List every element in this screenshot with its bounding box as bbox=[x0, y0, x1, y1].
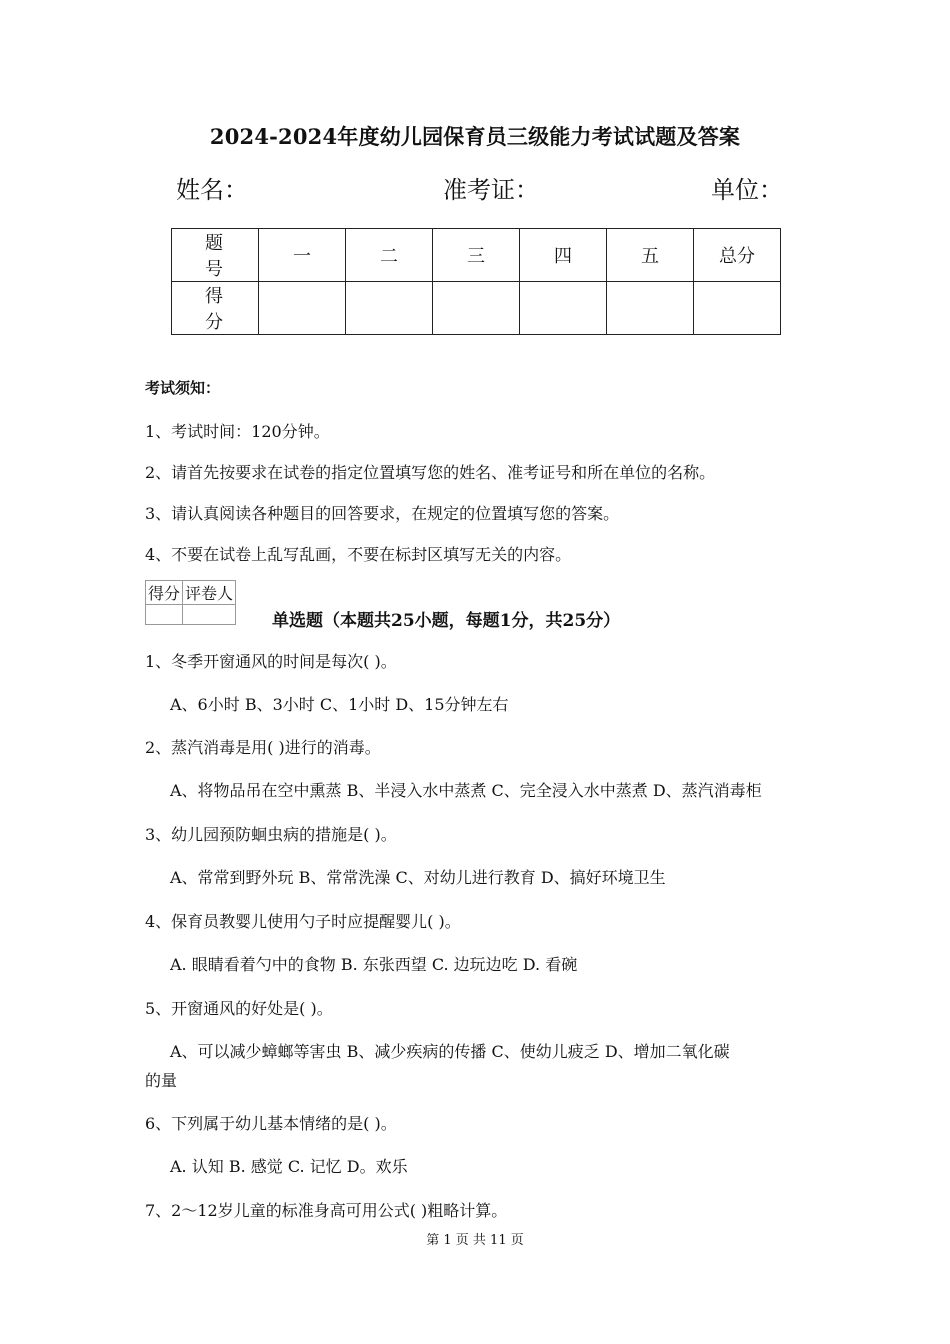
page-title: 2024-2024年度幼儿园保育员三级能力考试试题及答案 bbox=[209, 124, 741, 149]
notice-item: 1、考试时间：120分钟。 bbox=[145, 422, 330, 441]
score-table-header-cell: 二 bbox=[346, 229, 433, 282]
score-cell[interactable] bbox=[433, 282, 520, 335]
question-stem: 2、蒸汽消毒是用( )进行的消毒。 bbox=[145, 738, 381, 757]
section-title: 单选题（本题共25小题，每题1分，共25分） bbox=[272, 611, 621, 631]
score-cell[interactable] bbox=[607, 282, 694, 335]
question-stem: 7、2～12岁儿童的标准身高可用公式( )粗略计算。 bbox=[145, 1201, 508, 1220]
unit-field-label: 单位： bbox=[711, 176, 783, 204]
notice-heading: 考试须知： bbox=[145, 379, 221, 397]
score-table-header-cell: 题 号 bbox=[172, 229, 259, 282]
exam-id-field-label: 准考证： bbox=[443, 176, 539, 204]
grader-name-cell[interactable] bbox=[183, 605, 236, 625]
score-table-header-cell: 四 bbox=[520, 229, 607, 282]
question-options: A、6小时 B、3小时 C、1小时 D、15分钟左右 bbox=[170, 695, 509, 714]
question-options: A、常常到野外玩 B、常常洗澡 C、对幼儿进行教育 D、搞好环境卫生 bbox=[170, 868, 666, 887]
question-stem: 1、冬季开窗通风的时间是每次( )。 bbox=[145, 652, 397, 671]
score-table-score-row bbox=[172, 282, 781, 335]
page-footer: 第 1 页 共 11 页 bbox=[426, 1233, 524, 1248]
notice-item: 4、不要在试卷上乱写乱画，不要在标封区填写无关的内容。 bbox=[145, 545, 572, 564]
score-table-header-cell: 五 bbox=[607, 229, 694, 282]
question-stem: 4、保育员教婴儿使用勺子时应提醒婴儿( )。 bbox=[145, 912, 461, 931]
score-cell[interactable] bbox=[694, 282, 781, 335]
score-cell[interactable] bbox=[259, 282, 346, 335]
question-options: A. 认知 B. 感觉 C. 记忆 D。欢乐 bbox=[170, 1157, 408, 1176]
name-field-label: 姓名： bbox=[176, 176, 248, 204]
question-options: A. 眼睛看着勺中的食物 B. 东张西望 C. 边玩边吃 D. 看碗 bbox=[170, 955, 578, 974]
question-options: A、可以减少蟑螂等害虫 B、减少疾病的传播 C、使幼儿疲乏 D、增加二氧化碳 bbox=[170, 1042, 730, 1061]
question-options: A、将物品吊在空中熏蒸 B、半浸入水中蒸煮 C、完全浸入水中蒸煮 D、蒸汽消毒柜 bbox=[170, 781, 762, 800]
grader-score-cell[interactable] bbox=[146, 605, 183, 625]
grader-score-label: 得分 bbox=[146, 581, 183, 605]
grader-box bbox=[145, 580, 236, 625]
notice-item: 2、请首先按要求在试卷的指定位置填写您的姓名、准考证号和所在单位的名称。 bbox=[145, 463, 716, 482]
grader-name-label: 评卷人 bbox=[183, 581, 236, 605]
score-table-header-cell: 一 bbox=[259, 229, 346, 282]
question-stem: 6、下列属于幼儿基本情绪的是( )。 bbox=[145, 1114, 397, 1133]
score-cell[interactable] bbox=[520, 282, 607, 335]
question-options-continued: 的量 bbox=[145, 1071, 178, 1090]
notice-item: 3、请认真阅读各种题目的回答要求，在规定的位置填写您的答案。 bbox=[145, 504, 620, 523]
score-table bbox=[171, 228, 781, 335]
question-stem: 3、幼儿园预防蛔虫病的措施是( )。 bbox=[145, 825, 397, 844]
score-table-header-cell: 三 bbox=[433, 229, 520, 282]
question-stem: 5、开窗通风的好处是( )。 bbox=[145, 999, 333, 1018]
score-table-header-cell: 总分 bbox=[694, 229, 781, 282]
score-cell[interactable] bbox=[346, 282, 433, 335]
score-row-label: 得 分 bbox=[172, 282, 259, 335]
score-table-header-row bbox=[172, 229, 781, 282]
